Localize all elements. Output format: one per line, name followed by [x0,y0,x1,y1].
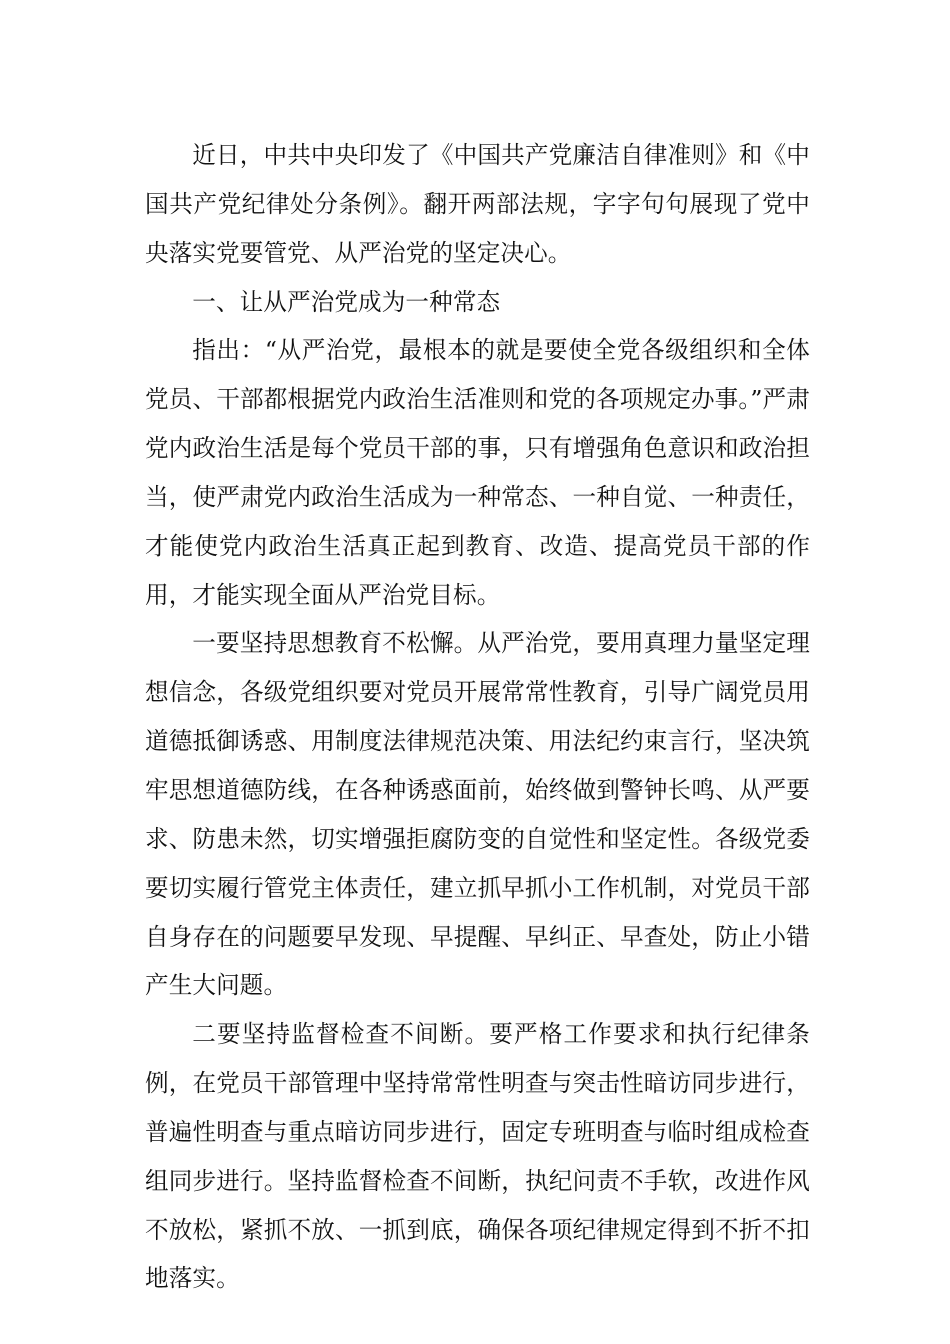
document-body [145,131,810,1303]
intro-paragraph: 近日，中共中央印发了《中国共产党廉洁自律准则》和《中国共产党纪律处分条例》。翻开两部法规，字字句句展现了党中央落实党要管党、从严治党的坚定决心。 [145,141,810,267]
body-paragraph: 一要坚持思想教育不松懈。从严治党，要用真理力量坚定理想信念，各级党组织要对党员开展常常性教育，引导广阔党员用道德抵御诱惑、用制度法律规范决策、用法纪约束言行，坚决筑牢思想道德防线，在各种诱惑面前，始终做到警钟长鸣、从严要求、防患未然，切实增强拒腐防变的自觉性和坚定性。各级党委要切实履行管党主体责任，建立抓早抓小工作机制，对党员干部自身存在的问题要早发现、早提醒、早纠正、早查处，防止小错产生大问题。 [145,629,810,1000]
body-paragraph: 二要坚持监督检查不间断。要严格工作要求和执行纪律条例，在党员干部管理中坚持常常性明查与突击性暗访同步进行，普遍性明查与重点暗访同步进行，固定专班明查与临时组成检查组同步进行。坚持监督检查不间断，执纪问责不手软，改进作风不放松，紧抓不放、一抓到底，确保各项纪律规定得到不折不扣地落实。 [145,1020,810,1293]
body-paragraph: 指出：“从严治党，最根本的就是要使全党各级组织和全体党员、干部都根据党内政治生活准则和党的各项规定办事。”严肃党内政治生活是每个党员干部的事，只有增强角色意识和政治担当，使严肃党内政治生活成为一种常态、一种自觉、一种责任，才能使党内政治生活真正起到教育、改造、提高党员干部的作用，才能实现全面从严治党目标。 [145,336,810,609]
section-heading: 一、让从严治党成为一种常态 [192,287,501,316]
